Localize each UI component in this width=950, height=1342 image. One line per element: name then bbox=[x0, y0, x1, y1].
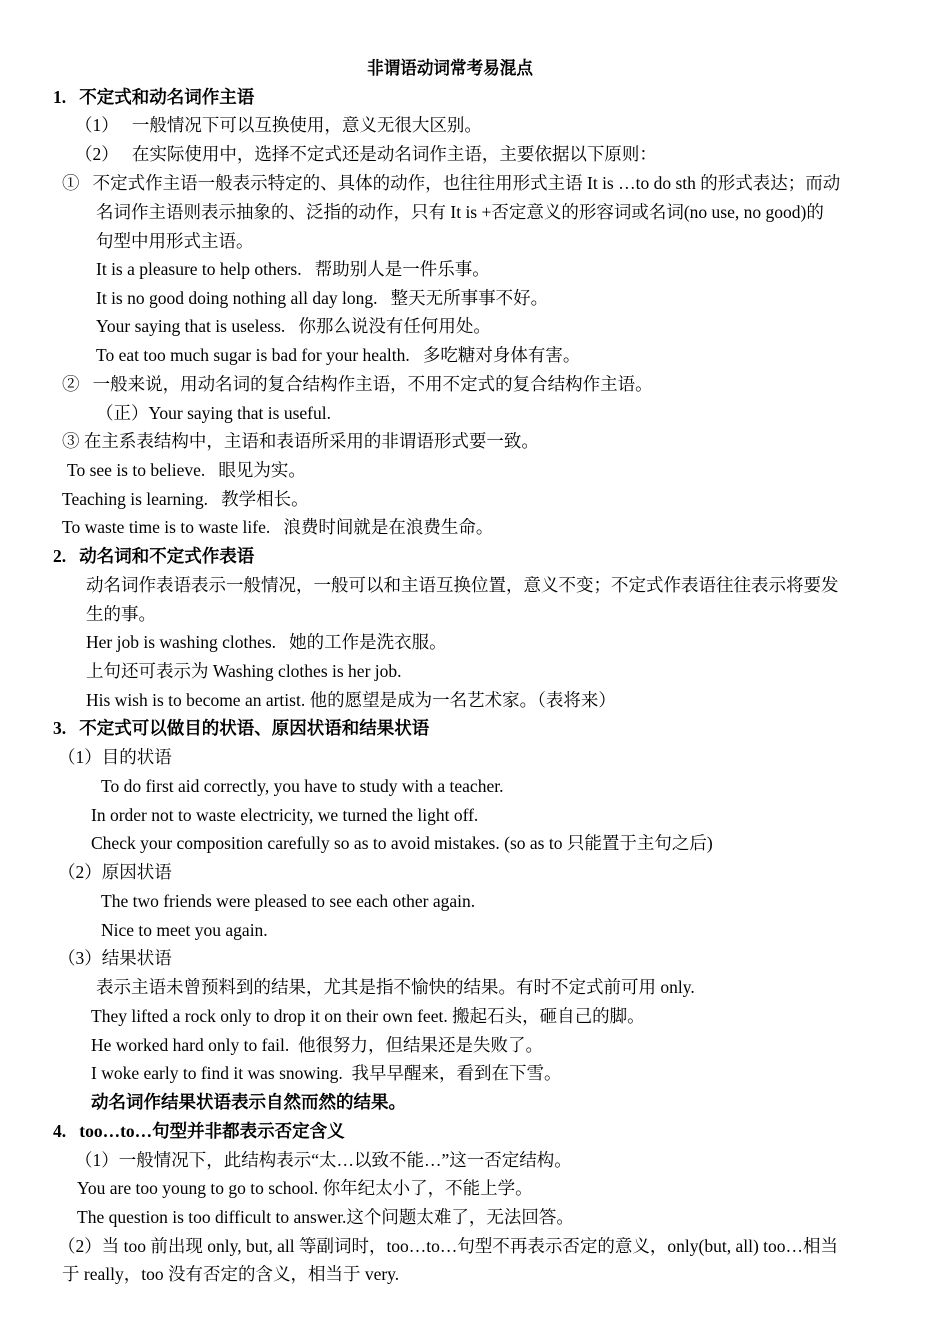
s3-result-example-1: They lifted a rock only to drop it on their own feet. 搬起石头，砸自己的脚。 bbox=[91, 1006, 645, 1026]
s3-purpose-example-1: To do first aid correctly, you have to study with a teacher. bbox=[101, 776, 504, 796]
s2-description-line-1: 动名词作表语表示一般情况，一般可以和主语互换位置，意义不变；不定式作表语往往表示将要发 bbox=[86, 575, 839, 595]
s1-rule-1-line-3: 句型中用形式主语。 bbox=[96, 231, 254, 251]
s1-example-3: Your saying that is useless. 你那么说没有任何用处。 bbox=[96, 316, 491, 336]
s2-example-2: 上句还可表示为 Washing clothes is her job. bbox=[86, 661, 402, 681]
section-2-heading: 2. 动名词和不定式作表语 bbox=[53, 546, 255, 566]
s1-point-1: （1） 一般情况下可以互换使用，意义无很大区别。 bbox=[75, 115, 482, 135]
s1-rule-1-line-1: ① 不定式作主语一般表示特定的、具体的动作，也往往用形式主语 It is …to do sth 的形式表达；而动 bbox=[62, 173, 841, 193]
s1-rule-3-example-1: To see is to believe. 眼见为实。 bbox=[67, 460, 306, 480]
s1-example-1: It is a pleasure to help others. 帮助别人是一件乐事。 bbox=[96, 259, 490, 279]
s3-result-note: 动名词作结果状语表示自然而然的结果。 bbox=[91, 1092, 406, 1112]
s3-reason-example-1: The two friends were pleased to see each other again. bbox=[101, 891, 476, 911]
s3-result-example-2: He worked hard only to fail. 他很努力，但结果还是失败了。 bbox=[91, 1035, 544, 1055]
s3-purpose-example-3: Check your composition carefully so as to avoid mistakes. (so as to 只能置于主句之后) bbox=[91, 833, 713, 853]
s1-example-4: To eat too much sugar is bad for your health. 多吃糖对身体有害。 bbox=[96, 345, 581, 365]
s4-point-2-line-2: 于 really，too 没有否定的含义，相当于 very. bbox=[62, 1264, 400, 1284]
s4-point-1: （1）一般情况下，此结构表示“太…以致不能…”这一否定结构。 bbox=[75, 1150, 572, 1170]
s3-purpose-example-2: In order not to waste electricity, we turned the light off. bbox=[91, 805, 479, 825]
s1-rule-2-example: （正）Your saying that is useful. bbox=[96, 403, 331, 423]
s3-purpose-heading: （1）目的状语 bbox=[58, 747, 172, 767]
s2-description-line-2: 生的事。 bbox=[86, 604, 156, 624]
s4-point-2-line-1: （2）当 too 前出现 only, but, all 等副词时，too…to…句型不再表示否定的意义，only(but, all) too…相当 bbox=[58, 1236, 839, 1256]
s3-result-example-3: I woke early to find it was snowing. 我早早醒来，看到在下雪。 bbox=[91, 1063, 562, 1083]
s1-point-2: （2） 在实际使用中，选择不定式还是动名词作主语，主要依据以下原则： bbox=[75, 144, 657, 164]
s1-rule-3-example-3: To waste time is to waste life. 浪费时间就是在浪费生命。 bbox=[62, 517, 494, 537]
s3-reason-example-2: Nice to meet you again. bbox=[101, 920, 268, 940]
s2-example-3: His wish is to become an artist. 他的愿望是成为一名艺术家。（表将来） bbox=[86, 690, 616, 710]
s1-rule-3-example-2: Teaching is learning. 教学相长。 bbox=[62, 489, 309, 509]
s3-reason-heading: （2）原因状语 bbox=[58, 862, 172, 882]
s1-example-2: It is no good doing nothing all day long. 整天无所事事不好。 bbox=[96, 288, 549, 308]
s1-rule-1-line-2: 名词作主语则表示抽象的、泛指的动作，只有 It is +否定意义的形容词或名词(no use, no good)的 bbox=[96, 202, 824, 222]
s4-example-1: You are too young to go to school. 你年纪太小了，不能上学。 bbox=[77, 1178, 533, 1198]
s3-result-description: 表示主语未曾预料到的结果，尤其是指不愉快的结果。有时不定式前可用 only. bbox=[96, 977, 695, 997]
section-3-heading: 3. 不定式可以做目的状语、原因状语和结果状语 bbox=[53, 718, 430, 738]
s3-result-heading: （3）结果状语 bbox=[58, 948, 172, 968]
section-4-heading: 4. too…to…句型并非都表示否定含义 bbox=[53, 1121, 345, 1141]
document-title: 非谓语动词常考易混点 bbox=[367, 58, 533, 78]
s1-rule-3: ③ 在主系表结构中，主语和表语所采用的非谓语形式要一致。 bbox=[62, 431, 539, 451]
s4-example-2: The question is too difficult to answer.这个问题太难了，无法回答。 bbox=[77, 1207, 574, 1227]
s1-rule-2: ② 一般来说，用动名词的复合结构作主语，不用不定式的复合结构作主语。 bbox=[62, 374, 653, 394]
s2-example-1: Her job is washing clothes. 她的工作是洗衣服。 bbox=[86, 632, 447, 652]
section-1-heading: 1. 不定式和动名词作主语 bbox=[53, 87, 255, 107]
